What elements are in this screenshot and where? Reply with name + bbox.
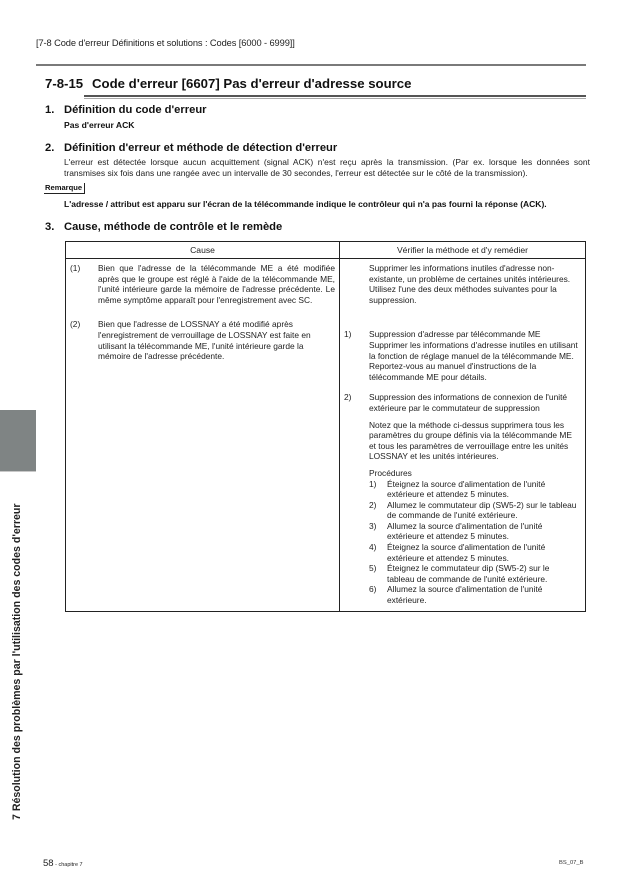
footer-page [43, 858, 83, 869]
procedure-step-text: Éteignez la source d'alimentation de l'unité extérieure et attendez 5 minutes. [387, 542, 546, 563]
subsection-1-title: Définition du code d'erreur [64, 104, 207, 116]
remedy-intro: Supprimer les informations inutiles d'adresse non-existante, un problème de certaines unités intérieures. Utilisez l'une des deux méthodes suivantes pour la suppression. [369, 263, 571, 305]
remark-label: Remarque [44, 183, 85, 194]
procedures-label: Procédures [369, 467, 412, 478]
running-header: [7-8 Code d'erreur Définitions et solutions : Codes [6000 - 6999]] [36, 38, 295, 48]
subsection-3-number: 3. [45, 221, 55, 233]
remark-text: L'adresse / attribut est apparu sur l'écran de la télécommande indique le contrôleur qui n'a pas fourni la réponse (ACK). [64, 199, 547, 209]
procedure-step-text: Éteignez le commutateur dip (SW5-2) sur le tableau de commande de l'unité extérieure. [387, 563, 550, 584]
procedure-step-text: Allumez la source d'alimentation de l'unité extérieure et attendez 5 minutes. [387, 520, 543, 542]
procedure-step-1 [369, 479, 579, 500]
method-2-number: 2) [344, 392, 352, 403]
section-number: 7-8-15 [45, 76, 84, 91]
header-rule [36, 64, 586, 66]
procedure-step-text: Éteignez la source d'alimentation de l'unité extérieure et attendez 5 minutes. [387, 478, 546, 500]
cause-1-text: Bien que l'adresse de la télécommande ME a été modifiée après que le groupe est réglé à l'aide de la télécommande ME, l'unité intérieure garde la mémoire de l'adresse précédente. Le même symptôme apparaît pour l'enregistrement avec SC. [98, 263, 335, 305]
procedure-step-number: 1) [369, 478, 377, 489]
procedure-step-text: Allumez le commutateur dip (SW5-2) sur le tableau de commande de l'unité extérieure. [387, 499, 577, 521]
column-header-remedy: Vérifier la méthode et d'y remédier [340, 242, 586, 259]
method-1-body: Supprimer les informations d'adresse inutiles en utilisant la fonction de réglage manuel de la télécommande ME. Reportez-vous au manuel d'instructions de la télécommande ME pour détails. [369, 339, 578, 382]
subsection-2-number: 2. [45, 142, 55, 154]
remedy-method-2 [344, 392, 579, 413]
chapter-tab [0, 410, 36, 471]
cause-cell [66, 259, 340, 612]
procedure-step-6 [369, 584, 579, 605]
procedure-step-number: 5) [369, 563, 377, 574]
procedure-step-number: 6) [369, 584, 377, 595]
subsection-3-heading [45, 221, 282, 233]
subsection-2-title: Définition d'erreur et méthode de détection d'erreur [64, 142, 338, 154]
cause-2-number: (2) [70, 319, 81, 330]
chapter-side-label: 7 Résolution des problèmes par l'utilisation des codes d'erreur [11, 503, 23, 820]
subsection-2-heading [45, 142, 337, 154]
procedure-step-number: 4) [369, 542, 377, 553]
method-1-number: 1) [344, 329, 352, 340]
subsection-1-number: 1. [45, 104, 55, 116]
column-header-cause: Cause [66, 242, 340, 259]
procedures-list [344, 468, 579, 606]
cause-2-text: Bien que l'adresse de LOSSNAY a été modifié après l'enregistrement de verrouillage de LOSSNAY est faite en utilisant la télécommande ME, l'unité intérieure garde la mémoire de l'adresse précédente. [98, 319, 311, 362]
procedure-step-3 [369, 521, 579, 542]
document-code: BS_07_B [559, 860, 584, 866]
procedure-step-number: 2) [369, 499, 377, 510]
cause-item-1 [66, 259, 339, 305]
subsection-3-title: Cause, méthode de contrôle et le remède [64, 221, 283, 233]
footer-chapter: - chapitre 7 [53, 862, 83, 868]
subsection-1-heading [45, 104, 207, 116]
procedure-step-4 [369, 542, 579, 563]
method-2-title: Suppression des informations de connexion de l'unité extérieure par le commutateur de suppression [369, 392, 568, 413]
subsection-2-body: L'erreur est détectée lorsque aucun acquittement (signal ACK) n'est reçu après la transmission. (Par ex. lorsque les données sont transmises six fois dans une rangée avec un intervalle de 30 secondes, l'erreur est détectée sur le côté de la transmission). [64, 157, 590, 179]
procedure-step-2 [369, 500, 579, 521]
title-rule-secondary [84, 98, 586, 99]
cause-remedy-table [65, 241, 586, 612]
title-rule [84, 95, 586, 97]
chapter-tab-shadow [0, 471, 36, 472]
procedure-step-5 [369, 563, 579, 584]
section-title: Code d'erreur [6607] Pas d'erreur d'adresse source [92, 76, 412, 91]
method-1-title: Suppression d'adresse par télécommande ME [369, 329, 541, 340]
method-2-note: Notez que la méthode ci-dessus supprimera tous les paramètres du groupe définis via la télécommande ME et tous les paramètres de verrouillage entre les unités LOSSNAY et les unités intérieures. [369, 419, 572, 462]
cause-1-number: (1) [70, 263, 81, 273]
procedure-step-text: Allumez la source d'alimentation de l'unité extérieure. [387, 584, 543, 606]
remedy-method-1 [344, 329, 579, 382]
remedy-cell [340, 259, 586, 612]
cause-item-2 [66, 315, 339, 361]
procedure-step-number: 3) [369, 520, 377, 531]
subsection-1-body: Pas d'erreur ACK [64, 120, 135, 130]
page-number: 58 [43, 858, 54, 869]
